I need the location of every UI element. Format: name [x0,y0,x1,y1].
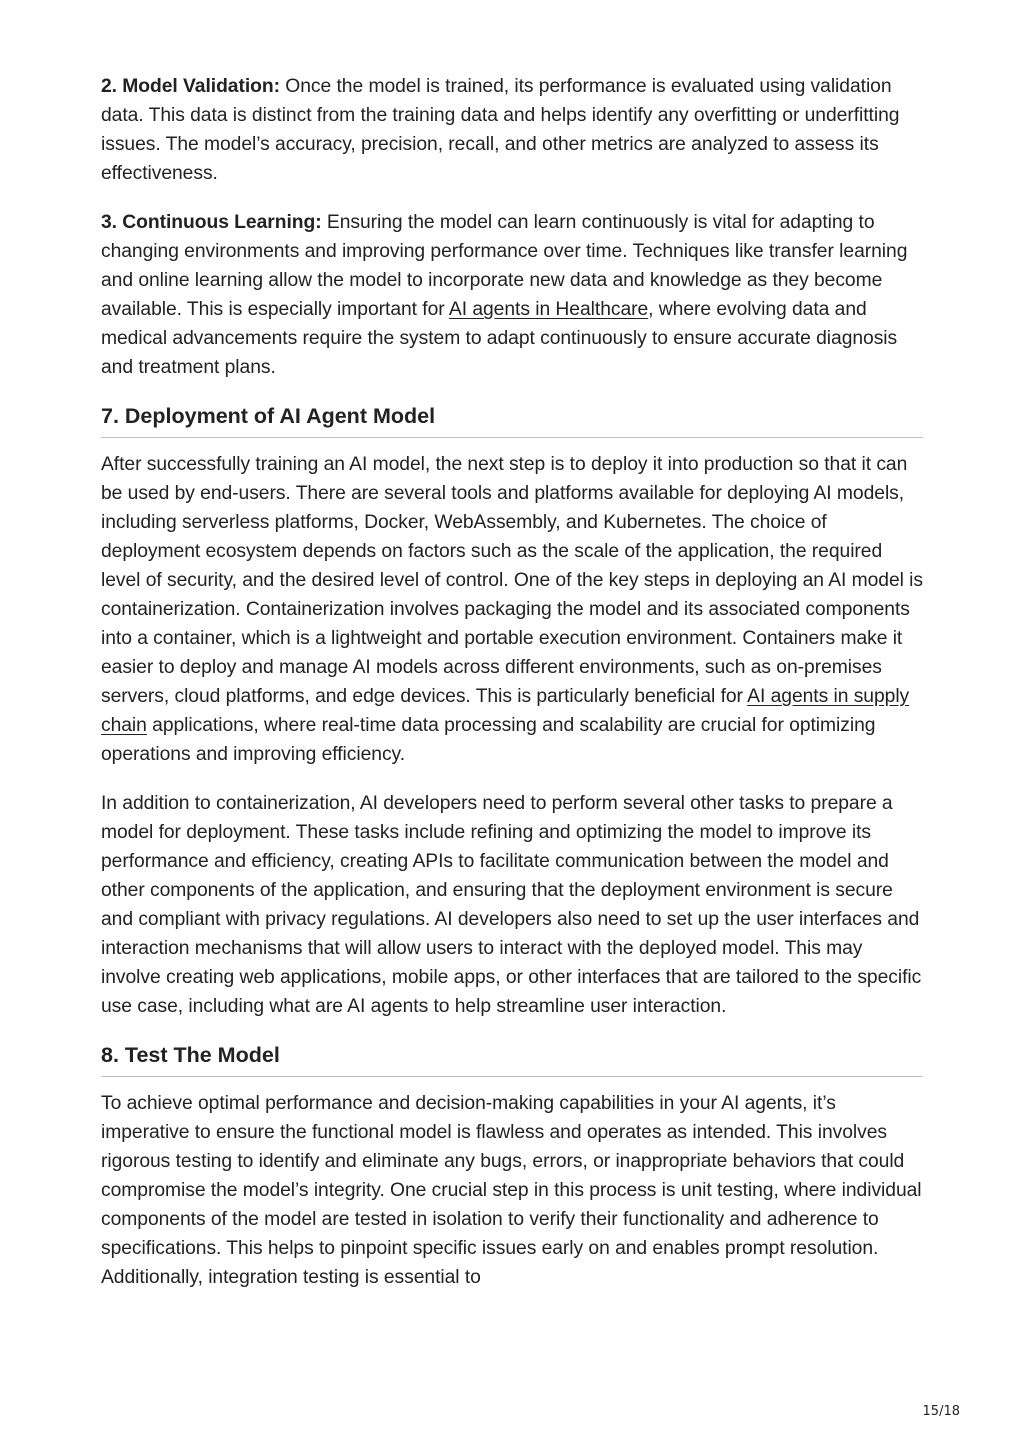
paragraph-test-1: To achieve optimal performance and decision-making capabilities in your AI agents, it’s imperative to ensure the functional model is flawless and operates as intended. This involves rigorous testing to identify and eliminate any bugs, errors, or inappropriate behaviors that could compromise the model’s integrity. One crucial step in this process is unit testing, where individual components of the model are tested in isolation to verify their functionality and adherence to specifications. This helps to pinpoint specific issues early on and enables prompt resolution. Additionally, integration testing is essential to [101,1093,922,1288]
paragraph-model-validation [101,72,923,188]
link-ai-agents-supply-chain[interactable]: AI agents in supply chain [101,686,910,736]
paragraph-label: 2. Model Validation: [101,76,280,97]
paragraph-text: Ensuring the model can learn continuously is vital for adapting to changing environments and improving performance over time. Techniques like transfer learning and online learning allow the model to incorporate new data and knowledge as they become available. This is especially important for [101,212,908,320]
paragraph-text: After successfully training an AI model, the next step is to deploy it into production so that it can be used by end-users. There are several tools and platforms available for deploying AI models, including serverless platforms, Docker, WebAssembly, and Kubernetes. The choice of deployment ecosystem depends on factors such as the scale of the application, the required level of security, and the desired level of control. One of the key steps in deploying an AI model is containerization. Containerization involves packaging the model and its associated components into a container, which is a lightweight and portable execution environment. Containers make it easier to deploy and manage AI models across different environments, such as on-premises servers, cloud platforms, and edge devices. This is particularly beneficial for [101,454,924,707]
section-heading-test: 8. Test The Model [101,1041,923,1077]
link-ai-agents-healthcare[interactable]: AI agents in Healthcare [448,299,649,320]
paragraph-text: Once the model is trained, its performance is evaluated using validation data. This data is distinct from the training data and helps identify any overfitting or underfitting issues. The model’s accuracy, precision, recall, and other metrics are analyzed to assess its effectiveness. [101,76,900,184]
paragraph-label: 3. Continuous Learning: [101,212,322,233]
paragraph-deployment-1 [101,450,923,769]
document-body [101,72,923,1312]
section-heading-deployment: 7. Deployment of AI Agent Model [101,402,923,438]
page-number: 15/18 [922,1404,960,1419]
paragraph-deployment-2: In addition to containerization, AI developers need to perform several other tasks to prepare a model for deployment. These tasks include refining and optimizing the model to improve its performance and efficiency, creating APIs to facilitate communication between the model and other components of the application, and ensuring that the deployment environment is secure and compliant with privacy regulations. AI developers also need to set up the user interfaces and interaction mechanisms that will allow users to interact with the deployed model. This may involve creating web applications, mobile apps, or other interfaces that are tailored to the specific use case, including what are AI agents to help streamline user interaction. [101,793,922,1017]
paragraph-continuous-learning [101,208,923,382]
paragraph-text: applications, where real-time data processing and scalability are crucial for optimizing operations and improving efficiency. [101,715,876,765]
paragraph-text: , where evolving data and medical advancements require the system to adapt continuously to ensure accurate diagnosis and treatment plans. [101,299,898,378]
